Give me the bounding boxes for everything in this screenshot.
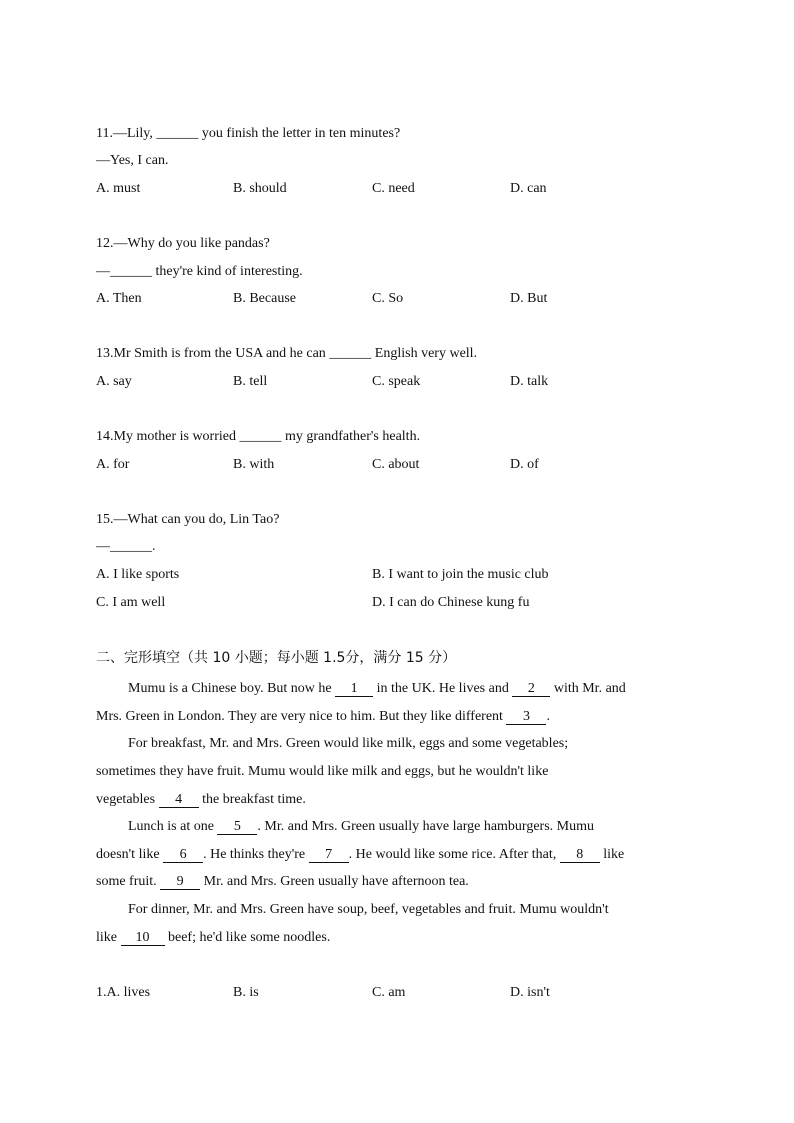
passage-line: sometimes they have fruit. Mumu would like milk and eggs, but he wouldn't like [96,764,549,779]
question-12-answer: —______ they're kind of interesting. [96,264,303,279]
passage-line: some fruit. 9 Mr. and Mrs. Green usually have afternoon tea. [96,874,469,889]
question-14-stem: 14.My mother is worried ______ my grandfather's health. [96,429,421,444]
question-11-option-b: B. should [233,181,287,196]
question-13-option-d: D. talk [510,374,549,389]
question-13-option-a: A. say [96,374,132,389]
question-12-option-a: A. Then [96,291,142,306]
question-11-answer: —Yes, I can. [96,153,169,168]
question-15-option-d: D. I can do Chinese kung fu [372,595,530,610]
blank-5: 5 [217,819,257,835]
question-15-option-a: A. I like sports [96,567,180,582]
blank-10: 10 [121,930,165,946]
passage-line: For dinner, Mr. and Mrs. Green have soup, beef, vegetables and fruit. Mumu wouldn't [128,902,609,917]
question-15-stem: 15.—What can you do, Lin Tao? [96,512,280,527]
question-13-option-c: C. speak [372,374,421,389]
passage-line: For breakfast, Mr. and Mrs. Green would like milk, eggs and some vegetables; [128,736,569,751]
blank-3: 3 [506,709,546,725]
blank-9: 9 [160,874,200,890]
question-11-option-d: D. can [510,181,547,196]
question-12-option-d: D. But [510,291,548,306]
question-15-answer: —______. [96,539,156,554]
cloze-1-option-c: C. am [372,985,406,1000]
blank-4: 4 [159,792,199,808]
question-13-stem: 13.Mr Smith is from the USA and he can ______ English very well. [96,346,478,361]
question-11-stem: 11.—Lily, ______ you finish the letter in ten minutes? [96,126,401,141]
question-14-option-b: B. with [233,457,275,472]
question-15-option-c: C. I am well [96,595,166,610]
passage-line: Mrs. Green in London. They are very nice to him. But they like different 3 . [96,709,550,724]
question-11-option-c: C. need [372,181,415,196]
question-13-option-b: B. tell [233,374,268,389]
question-11-option-a: A. must [96,181,141,196]
cloze-1-option-d: D. isn't [510,985,550,1000]
question-12-stem: 12.—Why do you like pandas? [96,236,270,251]
question-15-option-b: B. I want to join the music club [372,567,549,582]
passage-line: vegetables 4 the breakfast time. [96,792,306,807]
question-14-option-c: C. about [372,457,420,472]
passage-line: doesn't like 6 . He thinks they're 7 . He would like some rice. After that, 8 like [96,847,625,862]
blank-6: 6 [163,847,203,863]
blank-2: 2 [512,681,550,697]
question-14-option-a: A. for [96,457,130,472]
question-14-option-d: D. of [510,457,539,472]
passage-line: Mumu is a Chinese boy. But now he 1 in the UK. He lives and 2 with Mr. and [128,681,626,696]
passage-line: Lunch is at one 5 . Mr. and Mrs. Green usually have large hamburgers. Mumu [128,819,595,834]
blank-1: 1 [335,681,373,697]
blank-8: 8 [560,847,600,863]
blank-7: 7 [309,847,349,863]
cloze-1-option-b: B. is [233,985,259,1000]
section-2-title: 二、完形填空（共 10 小题；每小题 1.5分，满分 15 分） [96,650,457,666]
question-12-option-c: C. So [372,291,404,306]
question-12-option-b: B. Because [233,291,296,306]
cloze-1-option-a: 1.A. lives [96,985,151,1000]
passage-line: like 10 beef; he'd like some noodles. [96,930,331,945]
